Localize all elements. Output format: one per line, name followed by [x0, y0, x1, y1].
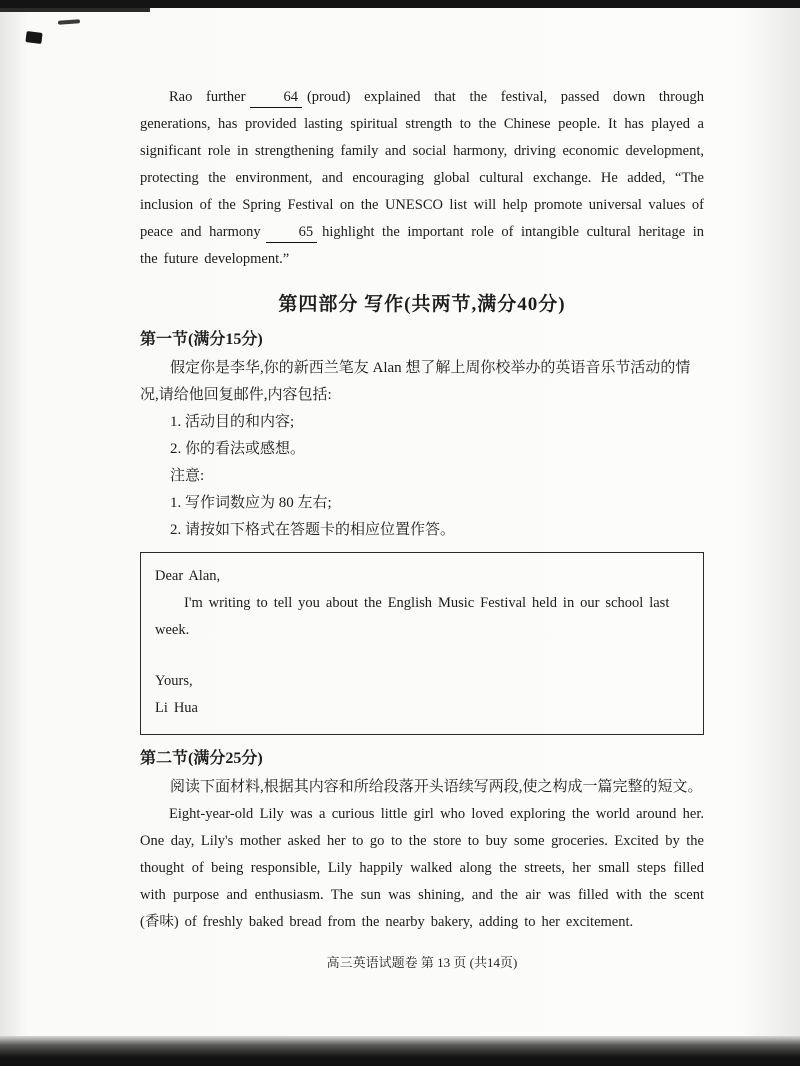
- section1-note-label: 注意:: [170, 468, 205, 484]
- section2-intro: 阅读下面材料,根据其内容和所给段落开头语续写两段,使之构成一篇完整的短文。: [170, 779, 703, 795]
- scan-artifact-mark: [25, 31, 42, 44]
- letter-salutation: Dear Alan,: [155, 568, 221, 584]
- letter-body: I'm writing to tell you about the English Music Festival held in our school last week.: [155, 595, 670, 638]
- page-content: [140, 84, 704, 971]
- letter-signature: Li Hua: [155, 700, 198, 716]
- cloze-paragraph: [140, 84, 704, 273]
- cloze-blank-65: 65: [266, 222, 318, 243]
- cloze-blank-64: 64: [250, 87, 302, 108]
- section1-point-2: 2. 你的看法或感想。: [170, 441, 306, 457]
- part4-writing-heading: 第四部分 写作(共两节,满分40分): [278, 294, 566, 315]
- cloze-text-2: (proud) explained that the festival, passed down through generations, has provided lasting spiritual strength to the Chinese people. It has played a significant role in strengthening family and social harmony, driving economic development, protecting the environment, and encouraging global cultural exchange. He added, “The inclusion of the Spring Festival on the UNESCO list will help promote universal values of peace and harmony: [140, 89, 704, 240]
- section1-note-2: 2. 请按如下格式在答题卡的相应位置作答。: [170, 522, 456, 538]
- scan-edge-top-notch: [0, 8, 150, 12]
- section2-story: Eight-year-old Lily was a curious little girl who loved exploring the world around her. One day, Lily's mother asked her to go to the store to buy some groceries. Excited by the thought of being responsible, Lily happily walked along the streets, her small steps filled with purpose and enthusiasm. The sun was shining, and the air was filled with the scent (香味) of freshly baked bread from the nearby bakery, adding to her excitement.: [140, 806, 704, 930]
- section1-heading: 第一节(满分15分): [140, 331, 263, 348]
- answer-format-box: [140, 552, 704, 735]
- section2-heading: 第二节(满分25分): [140, 750, 263, 767]
- section1-point-1: 1. 活动目的和内容;: [170, 414, 295, 430]
- scan-edge-top: [0, 0, 800, 8]
- page-footer: 高三英语试题卷 第 13 页 (共14页): [326, 955, 518, 970]
- scan-edge-bottom: [0, 1036, 800, 1066]
- section1-intro: 假定你是李华,你的新西兰笔友 Alan 想了解上周你校举办的英语音乐节活动的情况,请给他回复邮件,内容包括:: [140, 360, 691, 403]
- letter-closing: Yours,: [155, 673, 193, 689]
- section1-note-1: 1. 写作词数应为 80 左右;: [170, 495, 332, 511]
- scan-artifact-mark: [58, 19, 80, 25]
- cloze-text-1: Rao further: [169, 89, 246, 105]
- letter-closing-block: [155, 668, 687, 722]
- cloze-text-3: highlight the important role of intangible cultural heritage in the future development.”: [140, 224, 704, 267]
